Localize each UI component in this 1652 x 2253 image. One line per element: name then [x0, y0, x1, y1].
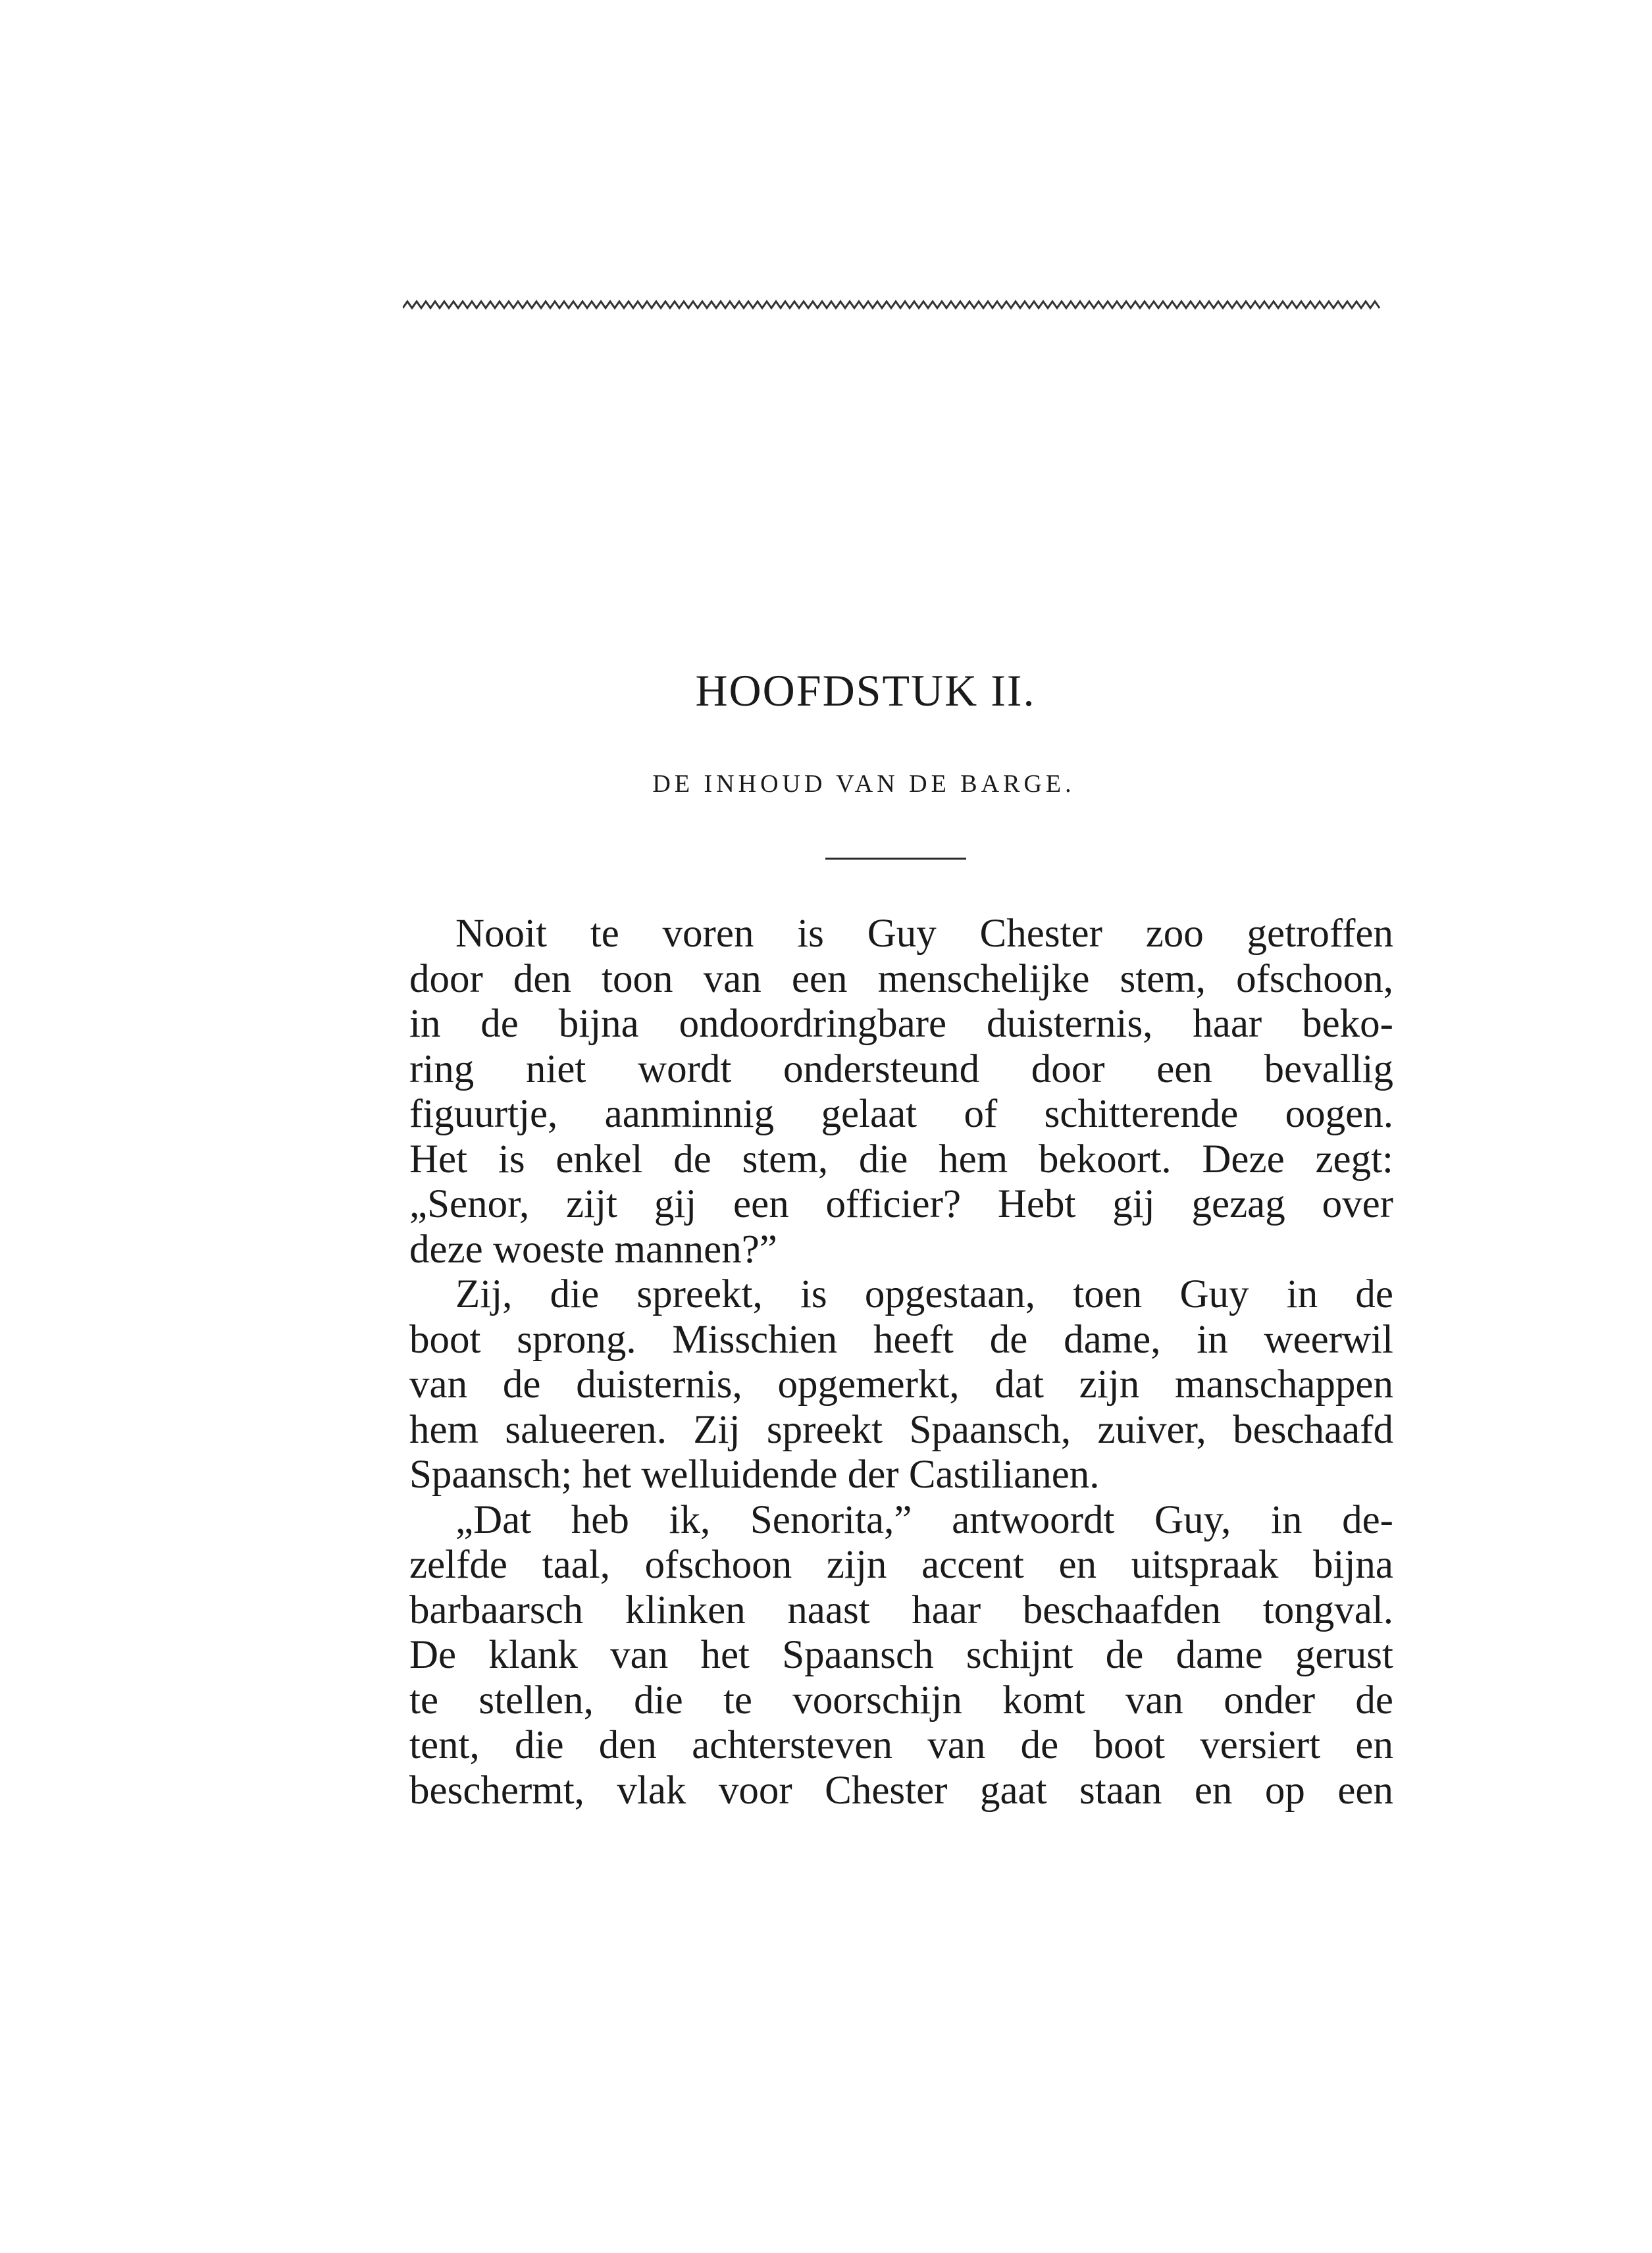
- text-line: van de duisternis, opgemerkt, dat zijn manschappen: [409, 1362, 1393, 1407]
- chapter-subtitle: DE INHOUD VAN DE BARGE.: [652, 770, 1075, 798]
- text-line: De klank van het Spaansch schijnt de dame gerust: [409, 1633, 1393, 1677]
- chapter-title: HOOFDSTUK II.: [695, 665, 1036, 715]
- text-line: Spaansch; het welluidende der Castilianen.: [409, 1453, 1100, 1497]
- text-line: barbaarsch klinken naast haar beschaafden tongval.: [409, 1588, 1393, 1632]
- body-text: [409, 912, 1393, 1813]
- text-line: figuurtje, aanminnig gelaat of schitterende oogen.: [409, 1092, 1393, 1136]
- text-line: ring niet wordt ondersteund door een bevallig: [409, 1047, 1393, 1091]
- section-divider: [825, 858, 966, 860]
- text-line: te stellen, die te voorschijn komt van onder de: [409, 1678, 1393, 1722]
- text-line: Nooit te voren is Guy Chester zoo getroffen: [455, 912, 1393, 956]
- text-line: zelfde taal, ofschoon zijn accent en uitspraak bijna: [409, 1543, 1393, 1587]
- text-line: hem salueeren. Zij spreekt Spaansch, zuiver, beschaafd: [409, 1407, 1393, 1452]
- text-line: tent, die den achtersteven van de boot versiert en: [409, 1723, 1393, 1767]
- text-line: beschermt, vlak voor Chester gaat staan en op een: [409, 1768, 1393, 1813]
- text-line: Het is enkel de stem, die hem bekoort. Deze zegt:: [409, 1137, 1393, 1181]
- text-line: boot sprong. Misschien heeft de dame, in weerwil: [409, 1317, 1393, 1362]
- text-line: „Dat heb ik, Senorita,” antwoordt Guy, in de-: [455, 1497, 1393, 1542]
- text-line: door den toon van een menschelijke stem, ofschoon,: [409, 956, 1393, 1001]
- text-line: „Senor, zijt gij een officier? Hebt gij gezag over: [409, 1182, 1393, 1226]
- text-line: deze woeste mannen?”: [409, 1227, 777, 1272]
- ornamental-wavy-rule: [403, 298, 1383, 313]
- text-line: Zij, die spreekt, is opgestaan, toen Guy in de: [455, 1272, 1393, 1316]
- text-line: in de bijna ondoordringbare duisternis, haar beko-: [409, 1002, 1393, 1046]
